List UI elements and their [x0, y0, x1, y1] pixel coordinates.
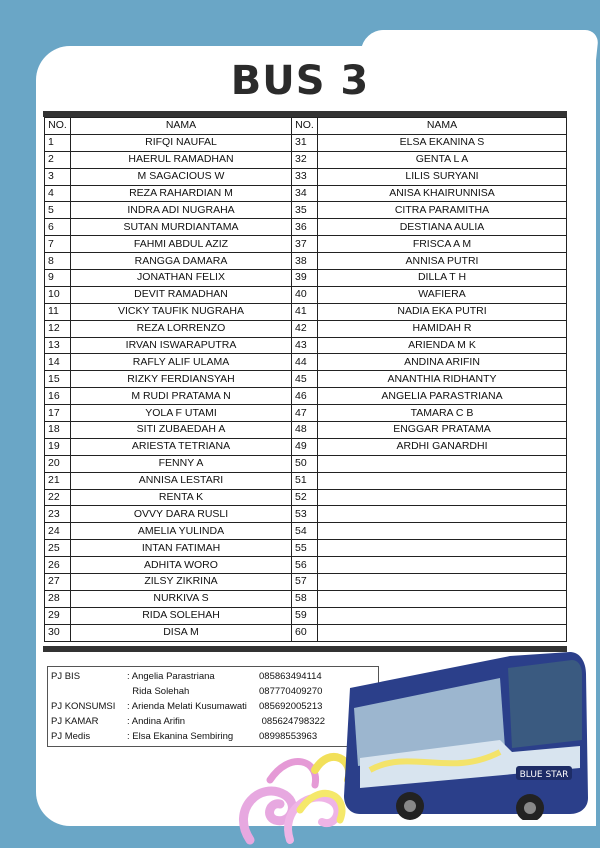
table-row: [45, 286, 567, 303]
cell-nama-left: YOLA F UTAMI: [71, 405, 292, 422]
cell-nama-right: NADIA EKA PUTRI: [318, 303, 567, 320]
cell-no-right: 38: [292, 253, 318, 270]
cell-nama-left: RIDA SOLEHAH: [71, 607, 292, 624]
table-row: [45, 523, 567, 540]
cell-nama-left: FENNY A: [71, 455, 292, 472]
pj-box: [47, 666, 379, 747]
cell-nama-left: ADHITA WORO: [71, 557, 292, 574]
pj-name: : Elsa Ekanina Sembiring: [127, 731, 234, 742]
table-row: [45, 557, 567, 574]
header-no-left: NO.: [45, 118, 71, 135]
cell-nama-left: ARIESTA TETRIANA: [71, 438, 292, 455]
page-title: BUS 3: [230, 58, 370, 104]
cell-no-right: 60: [292, 624, 318, 641]
header-no-right: NO.: [292, 118, 318, 135]
pj-name: : Angelia Parastriana: [127, 671, 215, 682]
roster-body: [45, 134, 567, 641]
cell-no-right: 44: [292, 354, 318, 371]
cell-no-right: 56: [292, 557, 318, 574]
cell-nama-right: GENTA L A: [318, 151, 567, 168]
pj-role: PJ KAMAR: [51, 716, 99, 727]
pj-name: : Andina Arifin: [127, 716, 186, 727]
bus-brand-text: BLUE STAR: [519, 770, 569, 780]
cell-no-right: 33: [292, 168, 318, 185]
cell-no-right: 39: [292, 270, 318, 287]
cell-no-left: 23: [45, 506, 71, 523]
cell-no-right: 45: [292, 371, 318, 388]
table-row: [45, 405, 567, 422]
cell-nama-left: RENTA K: [71, 489, 292, 506]
pj-phone: 08998553963: [259, 731, 318, 742]
pj-row: [51, 715, 375, 729]
table-row: [45, 354, 567, 371]
table-row: [45, 253, 567, 270]
cell-nama-right: ENGGAR PRATAMA: [318, 422, 567, 439]
cell-no-left: 1: [45, 134, 71, 151]
cell-no-left: 18: [45, 422, 71, 439]
cell-nama-right: [318, 590, 567, 607]
table-row: [45, 590, 567, 607]
table-row: [45, 320, 567, 337]
table-row: [45, 371, 567, 388]
cell-no-right: 42: [292, 320, 318, 337]
cell-nama-left: JONATHAN FELIX: [71, 270, 292, 287]
cell-nama-left: ZILSY ZIKRINA: [71, 574, 292, 591]
cell-nama-left: AMELIA YULINDA: [71, 523, 292, 540]
cell-nama-right: [318, 523, 567, 540]
table-row: [45, 219, 567, 236]
cell-no-left: 15: [45, 371, 71, 388]
table-row: [45, 506, 567, 523]
pj-phone: 085624798322: [259, 716, 326, 727]
cell-nama-right: [318, 574, 567, 591]
cell-nama-right: ELSA EKANINA S: [318, 134, 567, 151]
cell-no-right: 35: [292, 202, 318, 219]
pj-name: : Arienda Melati Kusumawati: [127, 701, 247, 712]
cell-no-right: 43: [292, 337, 318, 354]
cell-nama-left: RAFLY ALIF ULAMA: [71, 354, 292, 371]
cell-nama-left: INTAN FATIMAH: [71, 540, 292, 557]
cell-nama-left: ANNISA LESTARI: [71, 472, 292, 489]
cell-nama-left: SITI ZUBAEDAH A: [71, 422, 292, 439]
cell-nama-left: RIZKY FERDIANSYAH: [71, 371, 292, 388]
cell-nama-right: [318, 506, 567, 523]
cell-no-left: 9: [45, 270, 71, 287]
cell-no-right: 40: [292, 286, 318, 303]
cell-no-right: 58: [292, 590, 318, 607]
table-row: [45, 270, 567, 287]
cell-nama-left: M SAGACIOUS W: [71, 168, 292, 185]
cell-nama-left: VICKY TAUFIK NUGRAHA: [71, 303, 292, 320]
cell-no-left: 5: [45, 202, 71, 219]
cell-nama-right: DILLA T H: [318, 270, 567, 287]
cell-no-left: 28: [45, 590, 71, 607]
cell-no-right: 54: [292, 523, 318, 540]
cell-no-left: 21: [45, 472, 71, 489]
cell-no-left: 8: [45, 253, 71, 270]
cell-nama-right: ANDINA ARIFIN: [318, 354, 567, 371]
cell-nama-right: DESTIANA AULIA: [318, 219, 567, 236]
cell-no-right: 48: [292, 422, 318, 439]
table-row: [45, 438, 567, 455]
pj-row: [51, 685, 375, 699]
cell-no-left: 7: [45, 236, 71, 253]
cell-nama-left: HAERUL RAMADHAN: [71, 151, 292, 168]
cell-nama-right: WAFIERA: [318, 286, 567, 303]
pj-role: PJ BIS: [51, 671, 81, 682]
bus-illustration: [340, 648, 598, 820]
cell-nama-left: REZA LORRENZO: [71, 320, 292, 337]
table-row: [45, 489, 567, 506]
cell-nama-right: FRISCA A M: [318, 236, 567, 253]
cell-no-left: 22: [45, 489, 71, 506]
cell-no-right: 59: [292, 607, 318, 624]
cell-no-left: 24: [45, 523, 71, 540]
cell-nama-left: M RUDI PRATAMA N: [71, 388, 292, 405]
cell-no-right: 31: [292, 134, 318, 151]
cell-nama-right: [318, 607, 567, 624]
header-row: [45, 118, 567, 135]
cell-nama-left: DISA M: [71, 624, 292, 641]
cell-nama-right: CITRA PARAMITHA: [318, 202, 567, 219]
cell-no-right: 47: [292, 405, 318, 422]
table-row: [45, 337, 567, 354]
cell-no-right: 51: [292, 472, 318, 489]
pj-phone: 085692005213: [259, 701, 323, 712]
cell-nama-right: ARIENDA M K: [318, 337, 567, 354]
cell-nama-left: NURKIVA S: [71, 590, 292, 607]
header-nama-left: NAMA: [71, 118, 292, 135]
cell-no-right: 53: [292, 506, 318, 523]
cell-nama-left: SUTAN MURDIANTAMA: [71, 219, 292, 236]
pj-row: [51, 700, 375, 714]
cell-nama-left: RIFQI NAUFAL: [71, 134, 292, 151]
cell-nama-right: ANISA KHAIRUNNISA: [318, 185, 567, 202]
pj-phone: 087770409270: [259, 686, 323, 697]
cell-no-right: 32: [292, 151, 318, 168]
cell-no-right: 34: [292, 185, 318, 202]
pj-phone: 085863494114: [259, 671, 322, 682]
pj-role: PJ KONSUMSI: [51, 701, 116, 712]
roster-table: [44, 117, 567, 642]
header-nama-right: NAMA: [318, 118, 567, 135]
table-row: [45, 388, 567, 405]
table-row: [45, 607, 567, 624]
cell-no-right: 57: [292, 574, 318, 591]
cell-nama-right: ANANTHIA RIDHANTY: [318, 371, 567, 388]
cell-nama-right: ANNISA PUTRI: [318, 253, 567, 270]
cell-no-left: 14: [45, 354, 71, 371]
table-row: [45, 134, 567, 151]
table-row: [45, 574, 567, 591]
pj-row: [51, 670, 375, 684]
cell-no-left: 6: [45, 219, 71, 236]
cell-nama-left: DEVIT RAMADHAN: [71, 286, 292, 303]
cell-nama-right: [318, 455, 567, 472]
cell-nama-right: [318, 557, 567, 574]
cell-nama-right: [318, 489, 567, 506]
cell-no-right: 41: [292, 303, 318, 320]
cell-nama-left: REZA RAHARDIAN M: [71, 185, 292, 202]
cell-no-right: 36: [292, 219, 318, 236]
cell-no-right: 52: [292, 489, 318, 506]
table-row: [45, 185, 567, 202]
cell-no-left: 12: [45, 320, 71, 337]
cell-no-left: 2: [45, 151, 71, 168]
cell-nama-right: LILIS SURYANI: [318, 168, 567, 185]
cell-nama-right: [318, 540, 567, 557]
cell-no-right: 50: [292, 455, 318, 472]
cell-no-left: 4: [45, 185, 71, 202]
cell-no-left: 10: [45, 286, 71, 303]
pj-name: Rida Solehah: [127, 686, 190, 697]
cell-no-left: 3: [45, 168, 71, 185]
table-row: [45, 540, 567, 557]
cell-nama-right: [318, 624, 567, 641]
cell-nama-left: FAHMI ABDUL AZIZ: [71, 236, 292, 253]
cell-no-left: 30: [45, 624, 71, 641]
table-row: [45, 422, 567, 439]
cell-nama-right: TAMARA C B: [318, 405, 567, 422]
cell-nama-left: INDRA ADI NUGRAHA: [71, 202, 292, 219]
table-row: [45, 202, 567, 219]
cell-no-right: 37: [292, 236, 318, 253]
pj-role: PJ Medis: [51, 731, 91, 742]
cell-nama-right: [318, 472, 567, 489]
cell-no-left: 25: [45, 540, 71, 557]
table-row: [45, 236, 567, 253]
cell-no-left: 20: [45, 455, 71, 472]
table-row: [45, 472, 567, 489]
cell-nama-left: RANGGA DAMARA: [71, 253, 292, 270]
table-row: [45, 303, 567, 320]
cell-no-left: 29: [45, 607, 71, 624]
cell-no-left: 13: [45, 337, 71, 354]
cell-no-left: 16: [45, 388, 71, 405]
cell-no-right: 46: [292, 388, 318, 405]
table-row: [45, 455, 567, 472]
cell-no-left: 17: [45, 405, 71, 422]
cell-nama-left: IRVAN ISWARAPUTRA: [71, 337, 292, 354]
cell-no-right: 49: [292, 438, 318, 455]
cell-no-left: 27: [45, 574, 71, 591]
cell-no-left: 19: [45, 438, 71, 455]
cell-nama-right: ARDHI GANARDHI: [318, 438, 567, 455]
cell-nama-left: OVVY DARA RUSLI: [71, 506, 292, 523]
cell-no-left: 11: [45, 303, 71, 320]
table-row: [45, 624, 567, 641]
cell-nama-right: HAMIDAH R: [318, 320, 567, 337]
cell-no-right: 55: [292, 540, 318, 557]
cell-no-left: 26: [45, 557, 71, 574]
table-row: [45, 151, 567, 168]
table-row: [45, 168, 567, 185]
cell-nama-right: ANGELIA PARASTRIANA: [318, 388, 567, 405]
